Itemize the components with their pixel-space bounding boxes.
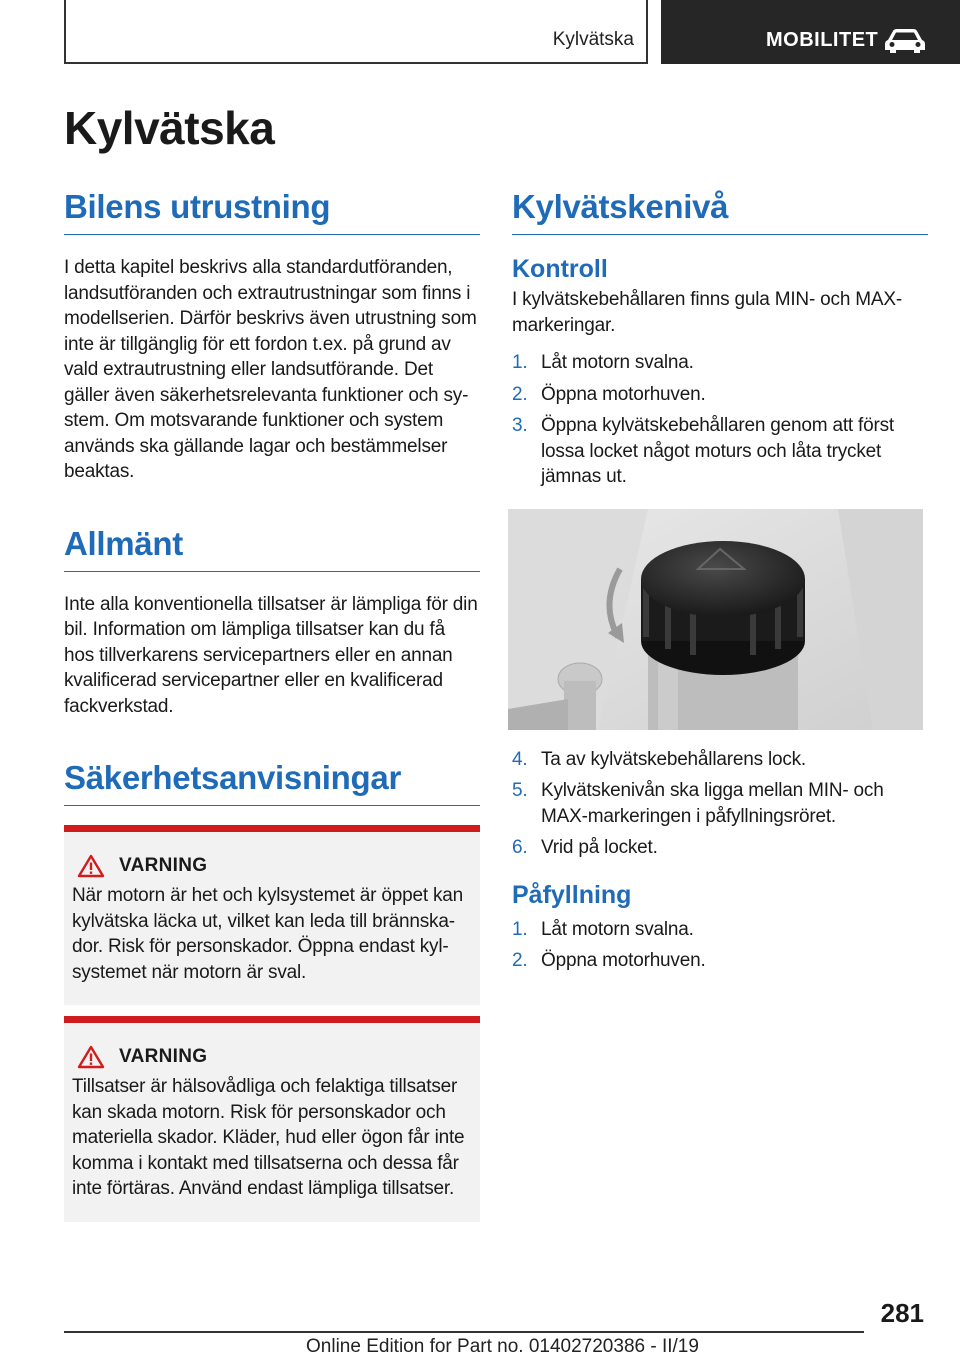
warning-triangle-icon bbox=[77, 1045, 105, 1069]
kontroll-steps-list-continued bbox=[512, 747, 928, 861]
section-body-allmant: Inte alla konventionella tillsatser är lämpliga för din bil. Information om lämpliga tillsatser kan du få hos tillverkarens servicepartners eller en annan kvalificerad servicepartner eller en kvalificerad fackverkstad. bbox=[64, 593, 478, 717]
edition-text: Online Edition for Part no. 01402720386 - II/19 bbox=[306, 1336, 699, 1357]
subheading-kontroll: Kontroll bbox=[512, 255, 608, 283]
warning-box bbox=[64, 825, 480, 1005]
list-item: 4. Ta av kylvätskebehållarens lock. bbox=[512, 748, 807, 770]
section-heading-bilens-utrustning: Bilens utrustning bbox=[64, 188, 480, 235]
list-item: 5. Kylvätskenivån ska ligga mellan MIN- och MAX-markeringen i påfyllningsröret. bbox=[512, 780, 884, 827]
header-chapter-title: MOBILITET bbox=[766, 29, 879, 51]
section-body-bilens-utrustning: I detta kapitel beskrivs alla standardutföranden, landsutföranden och extrautrustningar som finns i modellserien. Därför beskrivs även utrustning som inte är tillgänglig för ett fordon t.ex. på grund av vald extrautrustning eller landsutförande. Det gäller även säkerhetsrelevanta funktioner och system. Om motsvarande funktioner och system används ska gällande lagar och bestämmelser beaktas. bbox=[64, 257, 477, 482]
subheading-pafyllning: Påfyllning bbox=[512, 880, 632, 909]
kontroll-steps-list bbox=[512, 350, 928, 490]
list-item: 2. Öppna motorhuven. bbox=[512, 383, 706, 405]
list-item: 2. Öppna motorhuven. bbox=[512, 950, 706, 971]
warning-text: Tillsatser är hälsovådliga och felaktiga tillsatser kan skada motorn. Risk för personskador och materiella skador. Kläder, hud eller ögon får inte komma i kontakt med tillsatserna och dessa får inte förtäras. Använd endast lämpliga tillsatser. bbox=[72, 1076, 465, 1199]
section-heading-allmant: Allmänt bbox=[64, 525, 480, 572]
right-column bbox=[512, 188, 928, 974]
section-heading-sakerhetsanvisningar: Säkerhetsanvisningar bbox=[64, 759, 480, 806]
warning-header bbox=[77, 1045, 472, 1069]
list-item: 6. Vrid på locket. bbox=[512, 837, 658, 858]
warning-triangle-icon bbox=[77, 854, 105, 878]
warning-title: VARNING bbox=[119, 1046, 208, 1067]
kontroll-intro: I kylvätskebehållaren finns gula MIN- och MAX-markeringar. bbox=[512, 289, 902, 336]
warning-text: När motorn är het och kylsystemet är öppet kan kylvätska läcka ut, vilket kan leda till brännskador. Risk för personskador. Öppna endast kylsystemet när motorn är sval. bbox=[72, 885, 464, 983]
footer-divider bbox=[64, 1331, 864, 1333]
list-item: 3. Öppna kylvätskebehållaren genom att först lossa locket något moturs och låta trycket jämnas ut. bbox=[512, 415, 895, 487]
warning-title: VARNING bbox=[119, 855, 208, 876]
header-section-title: Kylvätska bbox=[552, 29, 634, 50]
warning-box bbox=[64, 1016, 480, 1222]
warning-header bbox=[77, 854, 472, 878]
page-title: Kylvätska bbox=[64, 102, 275, 154]
car-icon bbox=[884, 26, 926, 54]
list-item: 1. Låt motorn svalna. bbox=[512, 918, 694, 940]
header-chapter-box bbox=[661, 0, 960, 64]
coolant-cap-photo bbox=[508, 509, 923, 730]
list-item: 1. Låt motorn svalna. bbox=[512, 352, 694, 373]
pafyllning-steps-list bbox=[512, 917, 928, 974]
left-column bbox=[64, 188, 480, 1222]
page-number: 281 bbox=[880, 1298, 924, 1328]
section-heading-kylvatskeniva: Kylvätskenivå bbox=[512, 188, 928, 235]
header-section-box bbox=[64, 0, 648, 64]
